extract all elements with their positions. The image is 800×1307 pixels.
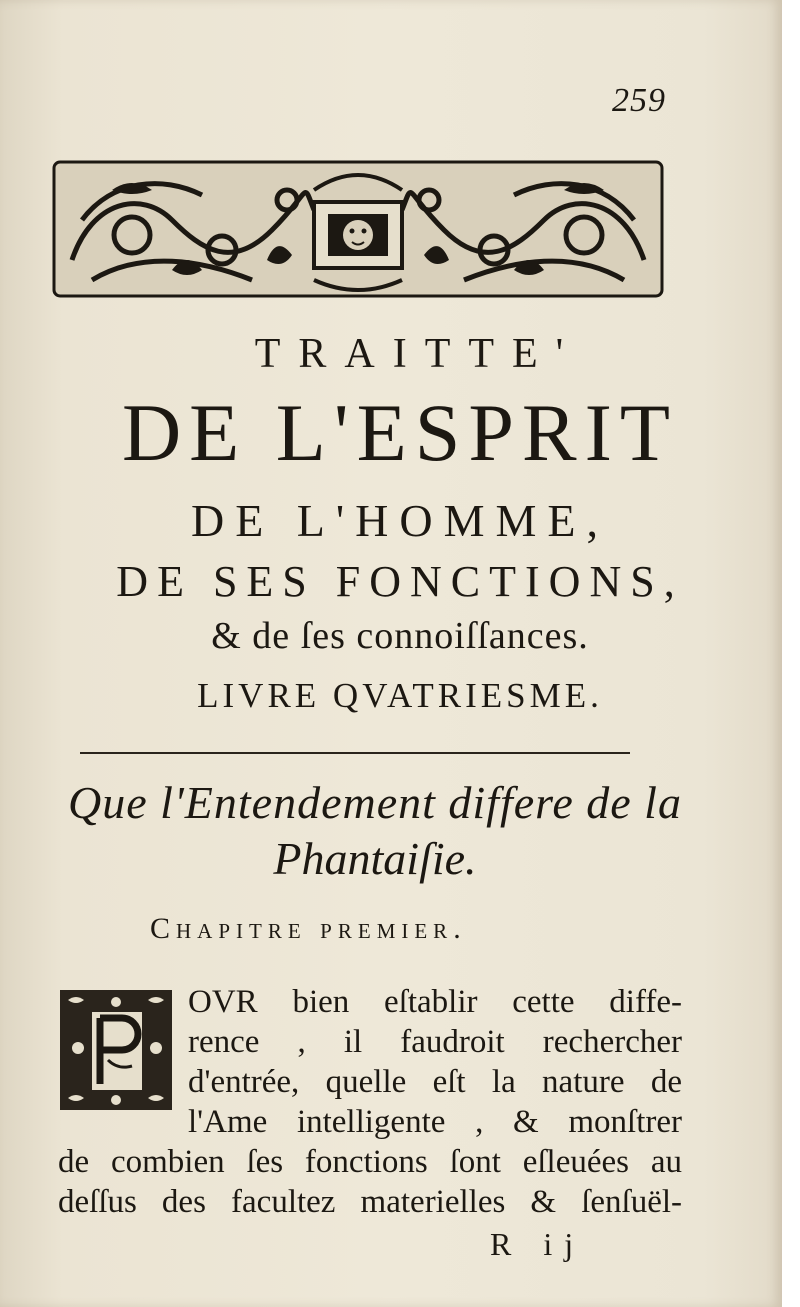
body-line-2: rence , il faudroit rechercher xyxy=(188,1024,682,1060)
title-divider xyxy=(80,752,630,754)
body-line-4: l'Ame intelligente , & monſtrer xyxy=(188,1104,682,1140)
body-line-1: OVR bien eſtablir cette diffe- xyxy=(188,984,682,1020)
body-line-3: d'entrée, quelle eſt la nature de xyxy=(188,1064,682,1100)
chapter-title-line-2: Phantaiſie. xyxy=(273,833,477,884)
chapter-heading: Chapitre premier. xyxy=(150,912,467,945)
title-line-5: & de ſes connoiſſances. xyxy=(211,615,589,657)
title-line-6: LIVRE QVATRIESME. xyxy=(197,676,603,715)
decorated-initial-P-icon xyxy=(58,988,174,1112)
body-line-6: deſſus des facultez materielles & ſenſuël- xyxy=(58,1184,682,1220)
title-line-4: DE SES FONCTIONS, xyxy=(116,557,684,606)
title-line-2: DE L'ESPRIT xyxy=(121,387,679,478)
body-line-5: de combien ſes fonctions ſont eſleuées au xyxy=(58,1144,682,1180)
woodcut-headpiece-ornament-icon xyxy=(52,160,664,298)
title-line-1: TRAITTE' xyxy=(254,331,582,377)
title-line-3: DE L'HOMME, xyxy=(190,495,610,546)
signature-mark: R ij xyxy=(490,1226,586,1262)
page-number: 259 xyxy=(612,82,666,119)
chapter-title-line-1: Que l'Entendement differe de la xyxy=(68,777,682,828)
